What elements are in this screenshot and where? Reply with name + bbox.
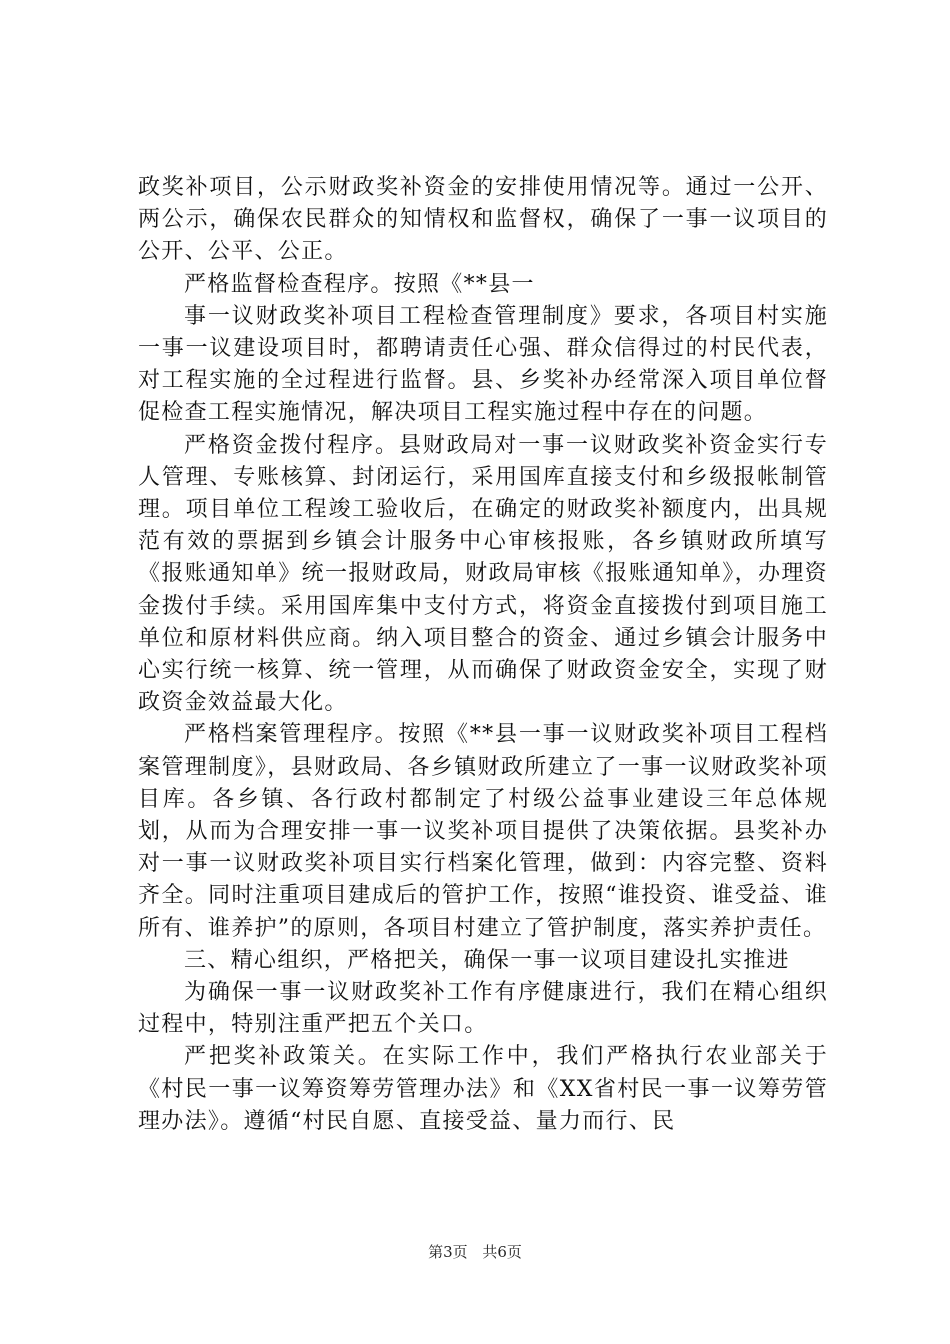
- paragraph-section-intro: 为确保一事一议财政奖补工作有序健康进行，我们在精心组织过程中，特别注重严把五个关口。: [138, 980, 828, 1038]
- paragraph-fund-disbursement: 严格资金拨付程序。县财政局对一事一议财政奖补资金实行专人管理、专账核算、封闭运行，采用国库直接支付和乡级报帐制管理。项目单位工程竣工验收后，在确定的财政奖补额度内，出具规范有效的票据到乡镇会计服务中心审核报账，各乡镇财政所填写《报账通知单》统一报财政局，财政局审核《报账通知单》，办理资金拨付手续。采用国库集中支付方式，将资金直接拨付到项目施工单位和原材料供应商。纳入项目整合的资金、通过乡镇会计服务中心实行统一核算、统一管理，从而确保了财政资金安全，实现了财政资金效益最大化。: [138, 432, 828, 716]
- paragraph-supervision-body: 事一议财政奖补项目工程检查管理制度》要求，各项目村实施一事一议建设项目时，都聘请责任心强、群众信得过的村民代表，对工程实施的全过程进行监督。县、乡奖补办经常深入项目单位督促检查工程实施情况，解决项目工程实施过程中存在的问题。: [138, 303, 828, 426]
- paragraph-archive-management: 严格档案管理程序。按照《**县一事一议财政奖补项目工程档案管理制度》，县财政局、各乡镇财政所建立了一事一议财政奖补项目库。各乡镇、各行政村都制定了村级公益事业建设三年总体规划，从而为合理安排一事一议奖补项目提供了决策依据。县奖补办对一事一议财政奖补项目实行档案化管理，做到：内容完整、资料齐全。同时注重项目建成后的管护工作，按照“谁投资、谁受益、谁所有、谁养护”的原则，各项目村建立了管护制度，落实养护责任。: [138, 722, 828, 941]
- page-number: 第3页: [428, 1243, 468, 1261]
- page-total: 共6页: [482, 1243, 522, 1261]
- paragraph-policy-check: 严把奖补政策关。在实际工作中，我们严格执行农业部关于《村民一事一议筹资筹劳管理办法》和《XX省村民一事一议筹劳管理办法》。遵循“村民自愿、直接受益、量力而行、民: [138, 1044, 828, 1134]
- paragraph-continuation: 政奖补项目，公示财政奖补资金的安排使用情况等。通过一公开、两公示，确保农民群众的知情权和监督权，确保了一事一议项目的公开、公平、公正。: [138, 175, 828, 265]
- body-text: [138, 172, 828, 1138]
- page-footer: [0, 1242, 950, 1262]
- paragraph-supervision-heading: 严格监督检查程序。按照《**县一: [184, 271, 535, 297]
- section-heading-three: 三、精心组织，严格把关，确保一事一议项目建设扎实推进: [184, 947, 790, 973]
